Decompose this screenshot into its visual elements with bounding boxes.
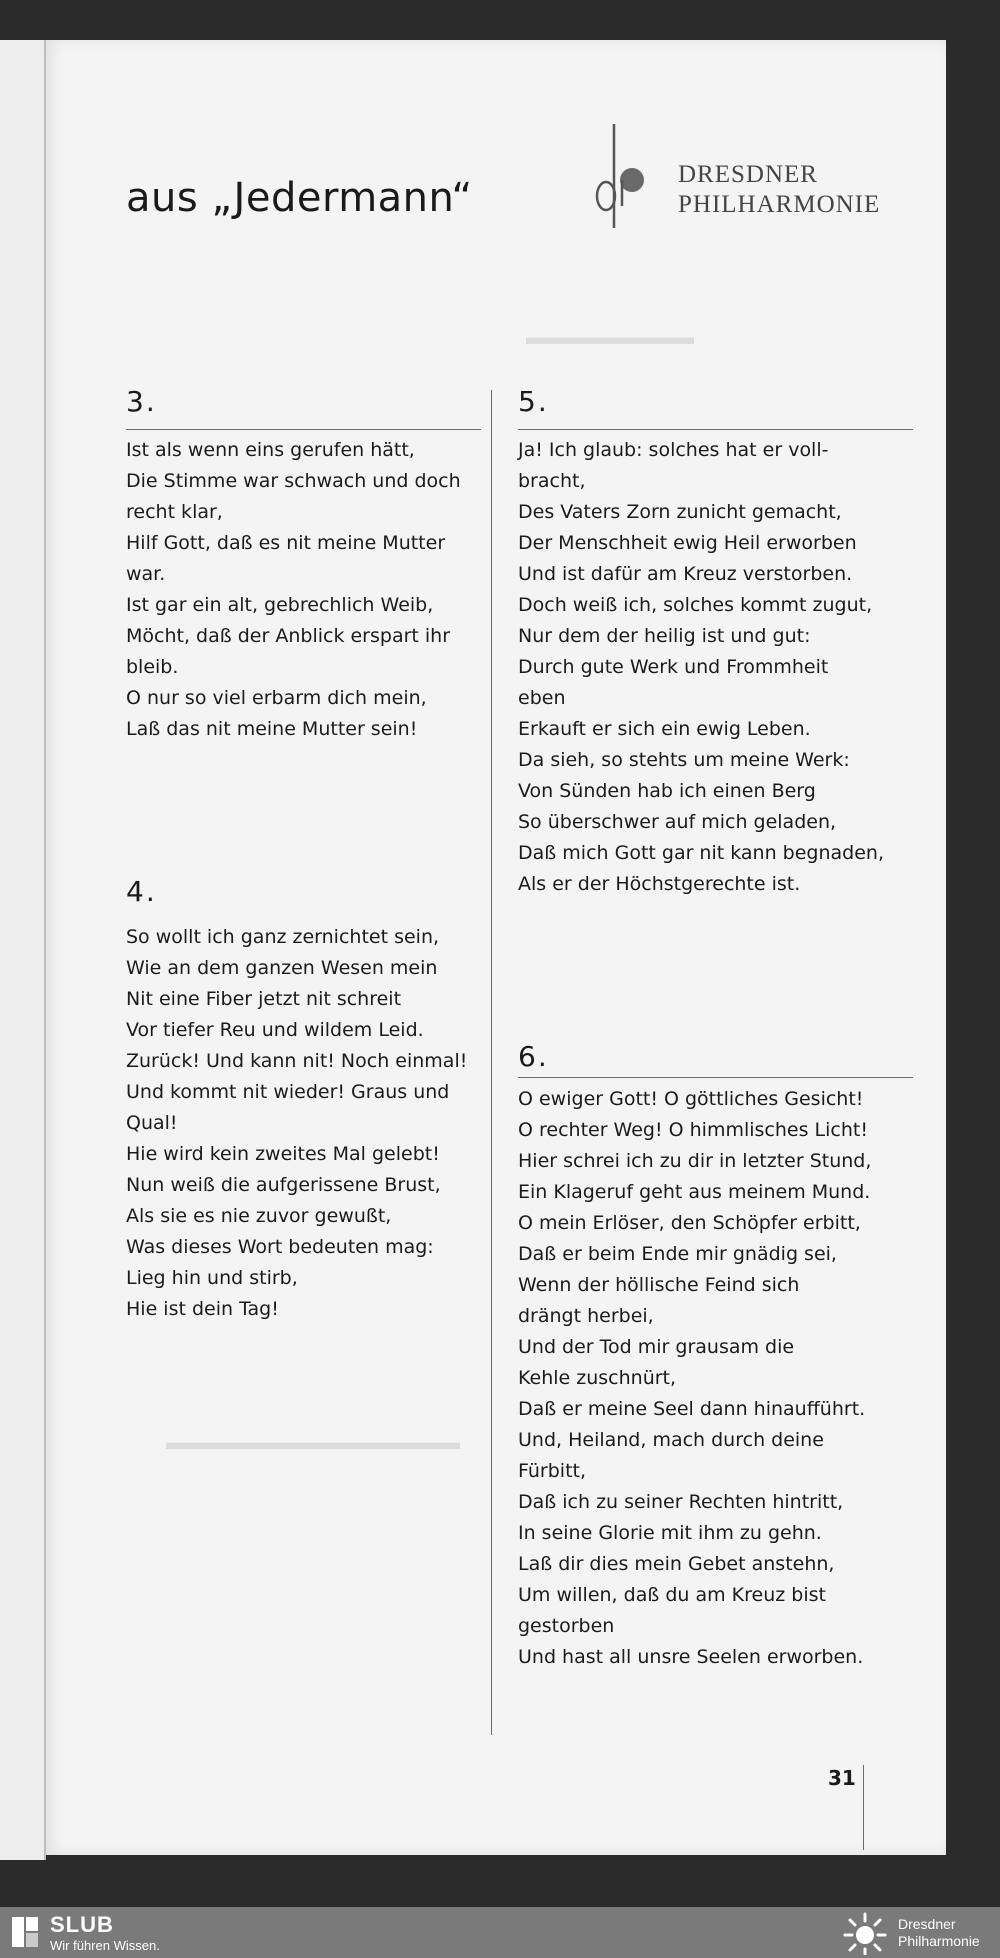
section-rule xyxy=(518,429,913,430)
verse-line: Nur dem der heilig ist und gut: xyxy=(518,625,811,647)
verse-line: Laß das nit meine Mutter sein! xyxy=(126,718,418,740)
verse-line: Lieg hin und stirb, xyxy=(126,1267,298,1289)
partner-name-line-2: Philharmonie xyxy=(898,1933,980,1949)
verse-line: Da sieh, so stehts um meine Werk: xyxy=(518,749,850,771)
verse-line: Qual! xyxy=(126,1112,178,1134)
verse-line: Kehle zuschnürt, xyxy=(518,1367,677,1389)
verse-line: bleib. xyxy=(126,656,179,678)
previous-page-edge xyxy=(0,40,46,1860)
verse-line: Daß mich Gott gar nit kann begnaden, xyxy=(518,842,885,864)
verse-section-3 xyxy=(126,435,461,745)
verse-line: Und hast all unsre Seelen erworben. xyxy=(518,1646,864,1668)
verse-line: Vor tiefer Reu und wildem Leid. xyxy=(126,1019,424,1041)
verse-line: Hilf Gott, daß es nit meine Mutter xyxy=(126,532,446,554)
verse-line: Was dieses Wort bedeuten mag: xyxy=(126,1236,434,1258)
partner-name xyxy=(898,1916,980,1950)
library-name: SLUB xyxy=(50,1912,114,1937)
verse-section-4 xyxy=(126,922,467,1325)
verse-line: O nur so viel erbarm dich mein, xyxy=(126,687,427,709)
section-number-5: 5. xyxy=(518,385,549,418)
verse-line: Und, Heiland, mach durch deine xyxy=(518,1429,824,1451)
verse-line: gestorben xyxy=(518,1615,615,1637)
verse-line: Als er der Höchstgerechte ist. xyxy=(518,873,801,895)
dresdner-philharmonie-logo xyxy=(594,88,894,228)
verse-section-6 xyxy=(518,1084,871,1673)
section-number-4: 4. xyxy=(126,875,157,908)
section-rule xyxy=(518,1077,913,1078)
verse-line: So wollt ich ganz zernichtet sein, xyxy=(126,926,440,948)
verse-line: Um willen, daß du am Kreuz bist xyxy=(518,1584,826,1606)
verse-line: O ewiger Gott! O göttliches Gesicht! xyxy=(518,1088,864,1110)
verse-line: Ein Klageruf geht aus meinem Mund. xyxy=(518,1181,871,1203)
verse-line: Daß ich zu seiner Rechten hintritt, xyxy=(518,1491,844,1513)
document-page xyxy=(46,40,946,1855)
verse-line: bracht, xyxy=(518,470,586,492)
verse-line: Von Sünden hab ich einen Berg xyxy=(518,780,816,802)
verse-line: Laß dir dies mein Gebet anstehn, xyxy=(518,1553,835,1575)
verse-line: Und kommt nit wieder! Graus und xyxy=(126,1081,450,1103)
page-title: aus „Jedermann“ xyxy=(126,175,473,221)
verse-line: Hie wird kein zweites Mal gelebt! xyxy=(126,1143,440,1165)
verse-section-5 xyxy=(518,435,884,900)
section-number-3: 3. xyxy=(126,385,157,418)
verse-line: Doch weiß ich, solches kommt zugut, xyxy=(518,594,873,616)
verse-line: Wie an dem ganzen Wesen mein xyxy=(126,957,438,979)
verse-line: Daß er beim Ende mir gnädig sei, xyxy=(518,1243,837,1265)
verse-line: Fürbitt, xyxy=(518,1460,587,1482)
column-divider xyxy=(491,390,492,1735)
verse-line: Ja! Ich glaub: solches hat er voll- xyxy=(518,439,829,461)
verse-line: Ist als wenn eins gerufen hätt, xyxy=(126,439,415,461)
logo-wordmark xyxy=(678,160,880,220)
verse-line: Des Vaters Zorn zunicht gemacht, xyxy=(518,501,842,523)
verse-line: Daß er meine Seel dann hinaufführt. xyxy=(518,1398,866,1420)
verse-line: drängt herbei, xyxy=(518,1305,654,1327)
show-through-text: ▬▬▬▬▬▬▬▬▬▬▬▬▬▬ xyxy=(166,1430,460,1454)
partner-name-line-1: Dresdner xyxy=(898,1916,956,1932)
page-number-rule xyxy=(863,1765,864,1850)
verse-line: Als sie es nie zuvor gewußt, xyxy=(126,1205,392,1227)
verse-line: Und der Tod mir grausam die xyxy=(518,1336,795,1358)
philharmonie-sun-icon xyxy=(842,1911,888,1955)
footer-bar xyxy=(0,1907,1000,1958)
page-number: 31 xyxy=(828,1766,856,1790)
verse-line: Nit eine Fiber jetzt nit schreit xyxy=(126,988,402,1010)
verse-line: Nun weiß die aufgerissene Brust, xyxy=(126,1174,441,1196)
section-number-6: 6. xyxy=(518,1040,549,1073)
show-through-text: ▬▬▬▬▬▬▬▬ xyxy=(526,325,694,349)
verse-line: Hie ist dein Tag! xyxy=(126,1298,279,1320)
logo-line-1: DRESDNER xyxy=(678,161,818,188)
verse-line: recht klar, xyxy=(126,501,223,523)
verse-line: Möcht, daß der Anblick erspart ihr xyxy=(126,625,451,647)
verse-line: war. xyxy=(126,563,166,585)
verse-line: O mein Erlöser, den Schöpfer erbitt, xyxy=(518,1212,861,1234)
logo-line-2: PHILHARMONIE xyxy=(678,191,881,218)
verse-line: O rechter Weg! O himmlisches Licht! xyxy=(518,1119,868,1141)
library-claim: Wir führen Wissen. xyxy=(50,1938,160,1953)
verse-line: Hier schrei ich zu dir in letzter Stund, xyxy=(518,1150,872,1172)
slub-logo-icon xyxy=(12,1917,38,1947)
verse-line: Erkauft er sich ein ewig Leben. xyxy=(518,718,811,740)
verse-line: So überschwer auf mich geladen, xyxy=(518,811,837,833)
verse-line: Zurück! Und kann nit! Noch einmal! xyxy=(126,1050,468,1072)
verse-line: Und ist dafür am Kreuz verstorben. xyxy=(518,563,853,585)
verse-line: Die Stimme war schwach und doch xyxy=(126,470,461,492)
verse-line: Ist gar ein alt, gebrechlich Weib, xyxy=(126,594,434,616)
verse-line: Der Menschheit ewig Heil erworben xyxy=(518,532,857,554)
section-rule xyxy=(126,429,481,430)
verse-line: Durch gute Werk und Frommheit xyxy=(518,656,829,678)
dp-monogram-icon xyxy=(594,88,674,228)
verse-line: In seine Glorie mit ihm zu gehn. xyxy=(518,1522,822,1544)
verse-line: Wenn der höllische Feind sich xyxy=(518,1274,800,1296)
verse-line: eben xyxy=(518,687,566,709)
